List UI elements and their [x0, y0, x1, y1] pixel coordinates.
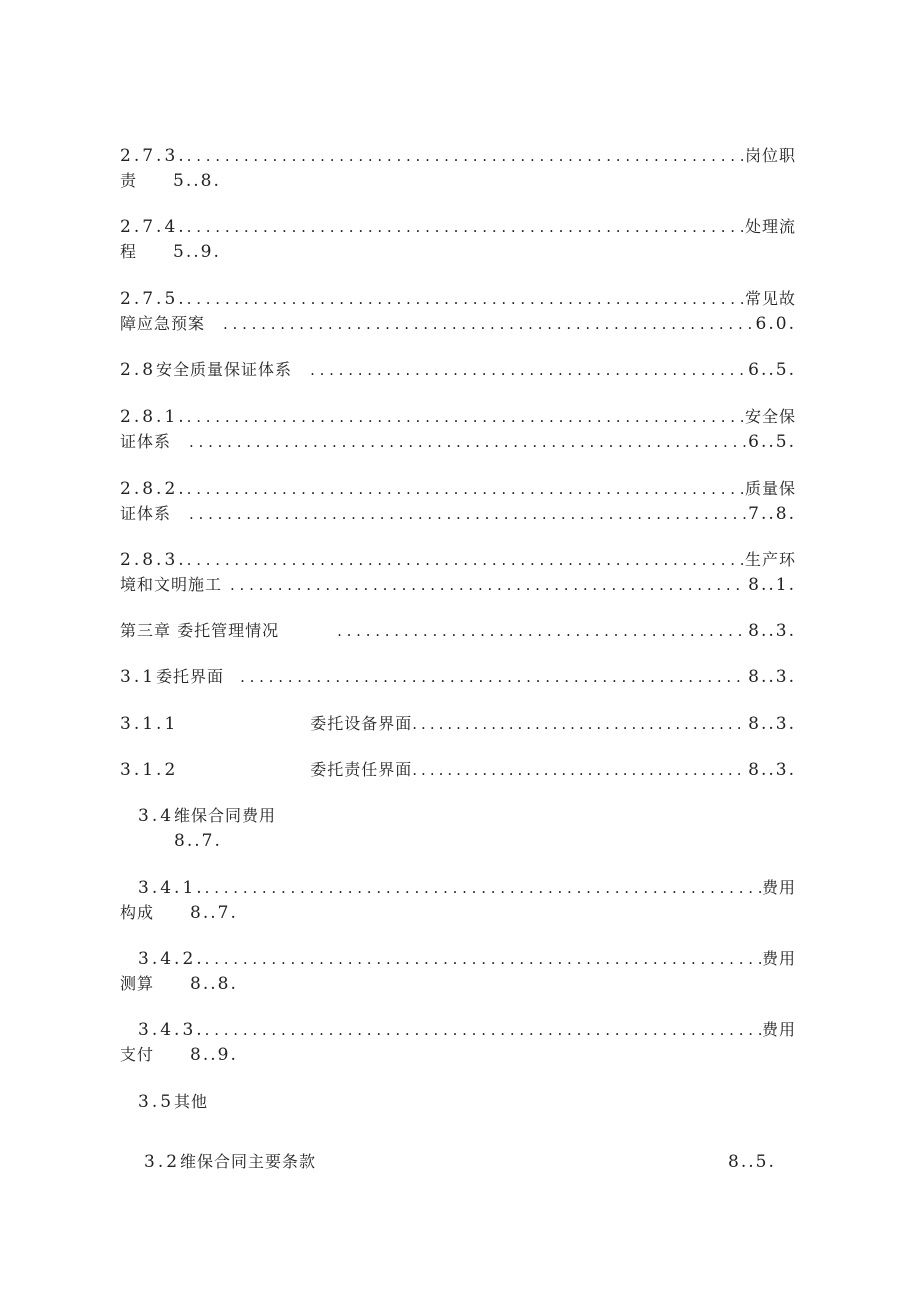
entry-title-cont: 构成 [120, 903, 155, 922]
entry-title: 委托界面 [156, 667, 225, 686]
toc-entry-2-8-3[interactable] [120, 548, 796, 572]
section-number: 3.1.1 [120, 714, 179, 734]
section-number: 2.8.2. [120, 479, 187, 499]
section-number: 2.8.3. [120, 550, 187, 570]
section-number: 3.4.1. [138, 878, 205, 898]
entry-title: 费用 [761, 1020, 796, 1039]
toc-entry-2-8-3-cont [120, 573, 796, 597]
entry-title-cont: 障应急预案 [120, 314, 206, 333]
entry-title-cont: 测算 [120, 974, 155, 993]
toc-entry-3-4-3-cont [120, 1043, 238, 1067]
leader-dots [187, 477, 745, 501]
toc-entry-3-4-3[interactable] [138, 1018, 796, 1042]
page-number: 6.0. [755, 314, 796, 334]
entry-title: 委托责任界面 [310, 760, 413, 779]
entry-title: 维保合同主要条款 [180, 1152, 317, 1171]
section-number: 2.8 [120, 360, 157, 380]
entry-title: 岗位职 [744, 146, 796, 165]
leader-dots [230, 573, 746, 597]
entry-title-cont: 境和文明施工 [120, 575, 223, 594]
toc-entry-2-8-1[interactable] [120, 405, 796, 429]
entry-title: 安全保 [744, 407, 796, 426]
toc-entry-3-5[interactable] [138, 1090, 208, 1114]
page-number: 8..3. [748, 621, 796, 641]
toc-entry-2-7-4-cont [120, 240, 221, 264]
section-number: 2.7.4. [120, 217, 187, 237]
section-number: 3.5 [138, 1092, 175, 1112]
leader-dots [205, 876, 762, 900]
toc-entry-3-1-1[interactable] [120, 712, 796, 736]
leader-dots [189, 502, 746, 526]
entry-title: 处理流 [744, 217, 796, 236]
page-number: 8..3. [748, 714, 796, 734]
leader-dots [310, 358, 746, 382]
section-number: 3.4.3. [138, 1020, 205, 1040]
entry-title: 费用 [761, 949, 796, 968]
section-number: 2.8.1. [120, 407, 187, 427]
page-number: 6..5. [748, 360, 796, 380]
toc-entry-chapter-3[interactable] [120, 619, 796, 643]
page-number: 8..3. [748, 760, 796, 780]
section-number: 3.1.2 [120, 760, 179, 780]
leader-dots [187, 405, 745, 429]
section-number: 3.4.2. [138, 949, 205, 969]
page-number: 5..9. [173, 242, 221, 262]
entry-title-cont: 证体系 [120, 504, 172, 523]
toc-entry-3-4-2[interactable] [138, 947, 796, 971]
entry-title: 维保合同费用 [174, 806, 277, 825]
entry-title: 委托设备界面 [310, 714, 413, 733]
leader-dots [187, 548, 745, 572]
entry-title: 其他 [174, 1092, 209, 1111]
page-number: 8..5. [728, 1152, 776, 1172]
toc-entry-3-4-2-cont [120, 972, 238, 996]
entry-title: 质量保 [744, 479, 796, 498]
leader-dots [187, 287, 745, 311]
section-number: 3.2 [144, 1152, 181, 1172]
page-number: 8..1. [748, 575, 796, 595]
toc-entry-3-4-1-cont [120, 901, 238, 925]
page-number: 8..7. [174, 831, 222, 851]
page-number: 8..9. [190, 1045, 238, 1065]
entry-title-cont: 责 [120, 171, 138, 190]
section-number: 2.7.5. [120, 289, 187, 309]
toc-entry-2-8-2[interactable] [120, 477, 796, 501]
page-number: 8..8. [190, 974, 238, 994]
leader-dots [187, 215, 745, 239]
toc-entry-2-7-3-cont [120, 169, 221, 193]
section-number: 2.7.3. [120, 146, 187, 166]
entry-title-cont: 证体系 [120, 432, 172, 451]
toc-entry-3-4[interactable] [138, 804, 276, 828]
toc-entry-2-7-5-cont [120, 312, 796, 336]
leader-dots [412, 712, 746, 736]
toc-entry-2-8-2-cont [120, 502, 796, 526]
entry-title: 常见故 [744, 289, 796, 308]
section-number: 3.4 [138, 806, 175, 826]
page-number: 7..8. [748, 504, 796, 524]
toc-entry-3-1[interactable] [120, 665, 796, 689]
toc-entry-3-4-1[interactable] [138, 876, 796, 900]
entry-title-cont: 程 [120, 242, 138, 261]
section-number: 3.1 [120, 667, 157, 687]
entry-title: 生产环 [744, 550, 796, 569]
leader-dots [337, 619, 746, 643]
toc-entry-2-7-3[interactable] [120, 144, 796, 168]
toc-entry-2-8-1-cont [120, 430, 796, 454]
toc-entry-3-4-page [172, 829, 222, 853]
leader-dots [205, 947, 762, 971]
entry-title: 安全质量保证体系 [156, 360, 293, 379]
leader-dots [187, 144, 745, 168]
toc-entry-3-2[interactable] [144, 1150, 784, 1174]
toc-entry-2-8[interactable] [120, 358, 796, 382]
page-number: 8..3. [748, 667, 796, 687]
entry-title-cont: 支付 [120, 1045, 155, 1064]
toc-entry-3-1-2[interactable] [120, 758, 796, 782]
toc-entry-2-7-5[interactable] [120, 287, 796, 311]
page-number: 5..8. [173, 171, 221, 191]
leader-dots [240, 665, 746, 689]
entry-title: 费用 [761, 878, 796, 897]
leader-dots [223, 312, 754, 336]
leader-dots [412, 758, 746, 782]
page-number: 8..7. [190, 903, 238, 923]
page-number: 6..5. [748, 432, 796, 452]
leader-dots [205, 1018, 762, 1042]
leader-dots [189, 430, 746, 454]
toc-entry-2-7-4[interactable] [120, 215, 796, 239]
chapter-title: 第三章 委托管理情况 [120, 621, 280, 640]
